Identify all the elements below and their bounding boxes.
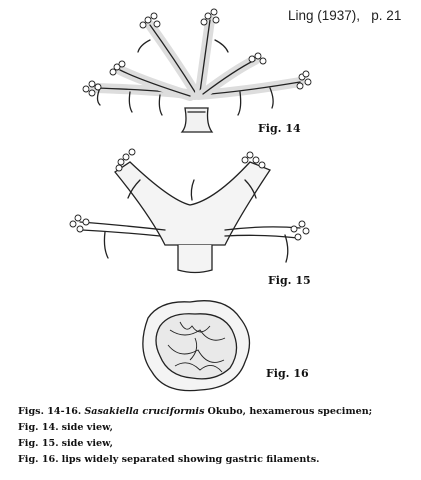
caption-line-2	[18, 420, 410, 436]
figure-caption	[18, 404, 410, 468]
caption-line-3	[18, 436, 410, 452]
caption-fig15-text: side view,	[61, 438, 113, 449]
caption-fig14-text: side view,	[61, 422, 113, 433]
caption-line-4	[18, 452, 410, 468]
caption-fig16-text: lips widely separated showing gastric filaments.	[61, 454, 320, 465]
caption-fig15-prefix: Fig. 15.	[18, 438, 59, 449]
fig16-label: Fig. 16	[266, 367, 309, 380]
caption-line-1	[18, 404, 410, 420]
citation-text: Ling (1937), p. 21	[288, 8, 402, 23]
fig15-label: Fig. 15	[268, 274, 311, 287]
caption-species: Sasakiella cruciformis	[84, 406, 205, 417]
caption-fig16-prefix: Fig. 16.	[18, 454, 59, 465]
caption-line1-rest: Okubo, hexamerous specimen;	[207, 406, 373, 417]
caption-figs-prefix: Figs. 14-16.	[18, 406, 82, 417]
fig14-label: Fig. 14	[258, 122, 301, 135]
caption-fig14-prefix: Fig. 14.	[18, 422, 59, 433]
